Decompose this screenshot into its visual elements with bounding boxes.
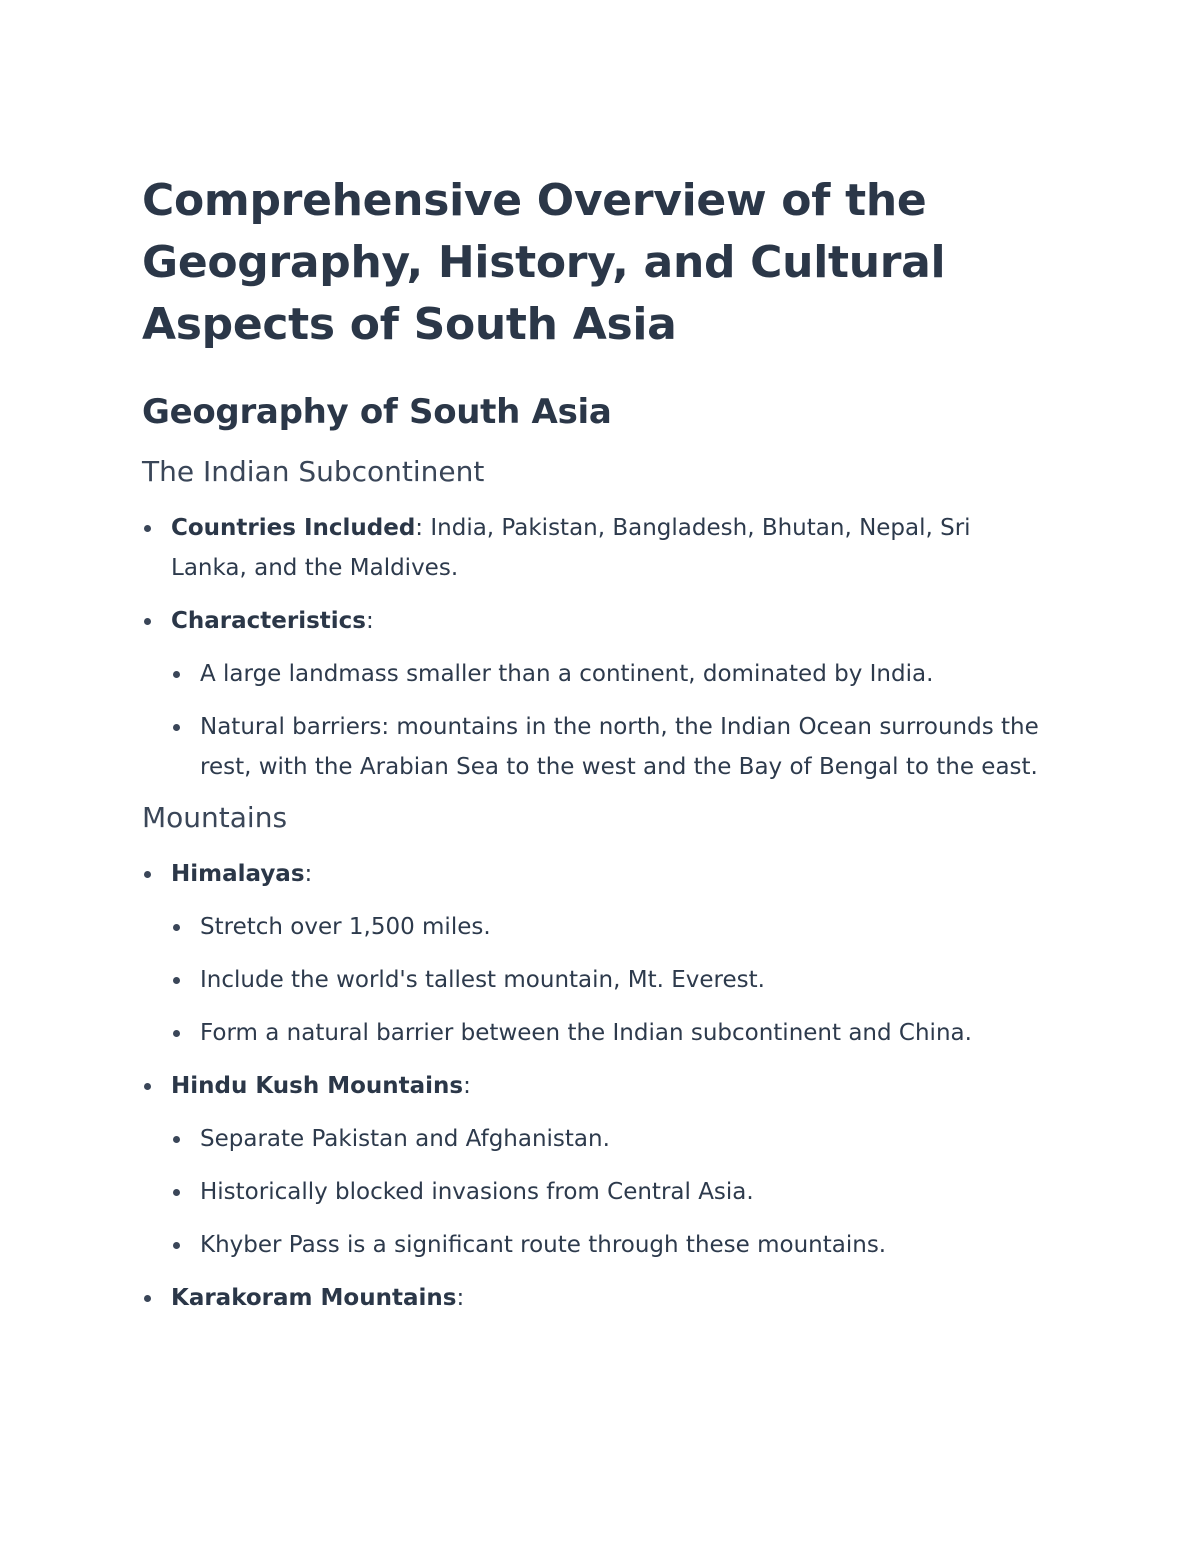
list-item-text: : India, Pakistan, Bangladesh, Bhutan, Nepal, Sri Lanka, and the Maldives.	[171, 515, 971, 581]
list-item-text: :	[463, 1073, 471, 1099]
document-page	[142, 170, 1042, 1331]
indian-subcontinent-list	[142, 508, 1042, 787]
subsection-title-mountains: Mountains	[142, 801, 288, 834]
list-item	[142, 1278, 1042, 1318]
sublist-item: Stretch over 1,500 miles.	[171, 907, 1042, 947]
list-item-text: :	[365, 608, 374, 634]
mountains-list	[142, 854, 1042, 1318]
list-item-label: Himalayas	[171, 861, 305, 887]
himalayas-sublist	[171, 907, 1042, 1053]
sublist-item: Include the world's tallest mountain, Mt. Everest.	[171, 960, 1042, 1000]
section-title-geography: Geography of South Asia	[142, 392, 612, 432]
sublist-item: A large landmass smaller than a continent, dominated by India.	[171, 654, 1042, 694]
list-item-text: :	[456, 1285, 465, 1311]
list-item-text: :	[304, 861, 313, 887]
list-item	[142, 1066, 1042, 1265]
list-item-label: Characteristics	[171, 608, 366, 634]
sublist-item: Khyber Pass is a significant route through these mountains.	[171, 1225, 1042, 1265]
sublist-item: Historically blocked invasions from Central Asia.	[171, 1172, 1042, 1212]
characteristics-sublist	[171, 654, 1042, 787]
hindu-kush-sublist	[171, 1119, 1042, 1265]
sublist-item: Form a natural barrier between the Indian subcontinent and China.	[171, 1013, 1042, 1053]
sublist-item: Separate Pakistan and Afghanistan.	[171, 1119, 1042, 1159]
subsection-title-indian-subcontinent: The Indian Subcontinent	[142, 455, 485, 488]
list-item	[142, 854, 1042, 1053]
list-item-label: Countries Included	[171, 515, 416, 541]
list-item-label: Karakoram Mountains	[171, 1285, 457, 1311]
document-title: Comprehensive Overview of the Geography, History, and Cultural Aspects of South Asia	[142, 175, 946, 350]
list-item	[142, 508, 1042, 588]
sublist-item: Natural barriers: mountains in the north, the Indian Ocean surrounds the rest, with the Arabian Sea to the west and the Bay of Bengal to the east.	[171, 707, 1042, 787]
list-item-label: Hindu Kush Mountains	[171, 1073, 464, 1099]
list-item	[142, 601, 1042, 787]
